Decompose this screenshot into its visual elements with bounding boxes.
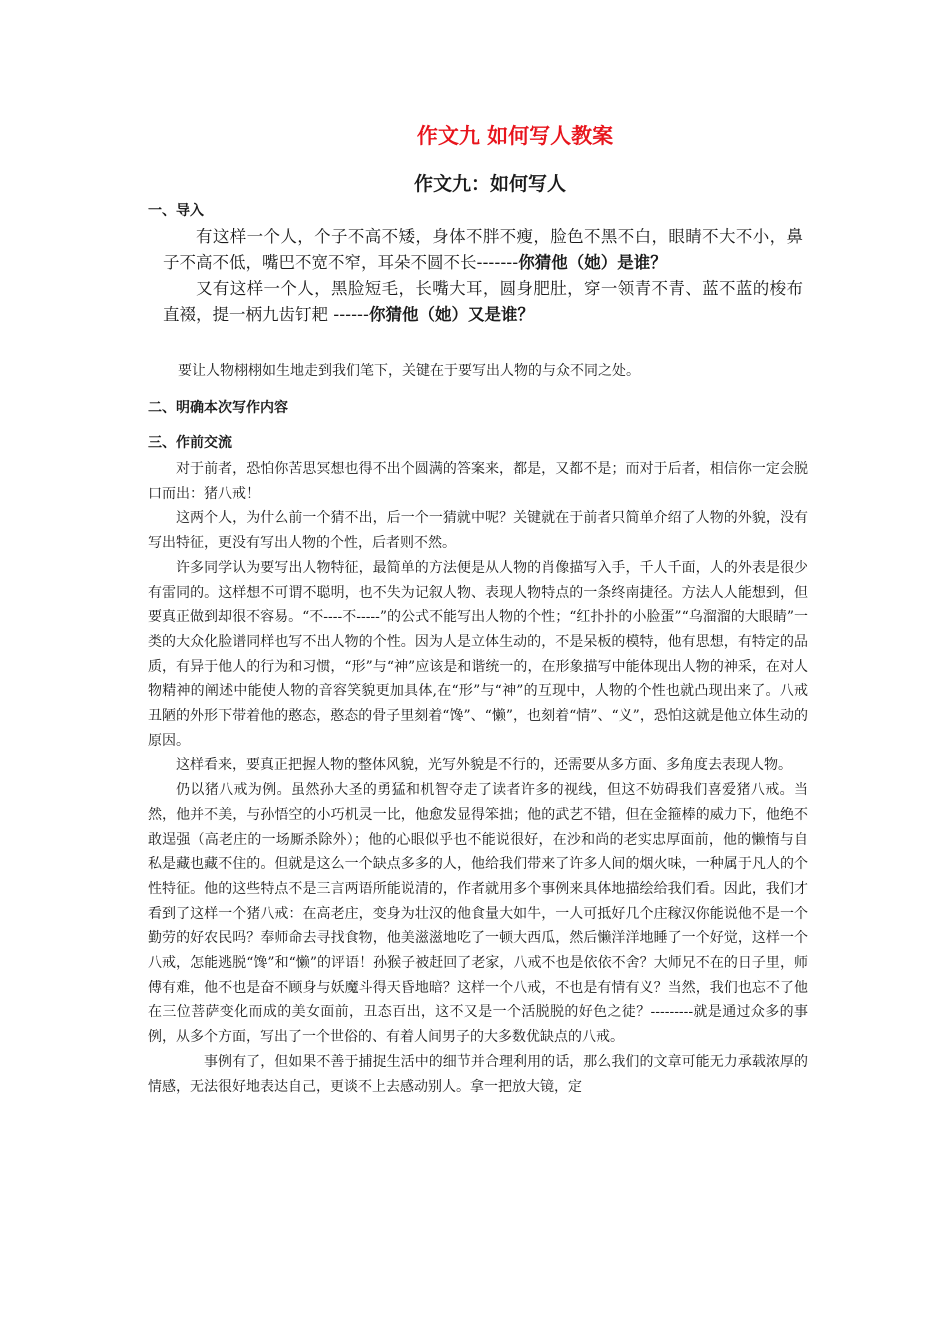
intro-block bbox=[163, 224, 803, 328]
body-paragraph-2: 这两个人，为什么前一个猜不出，后一个一猜就中呢？关键就在于前者只简单介绍了人物的外貌，没有写出特征，更没有写出人物的个性，后者则不然。 bbox=[148, 510, 808, 552]
body-paragraph-6: 事例有了，但如果不善于捕捉生活中的细节并合理利用的话，那么我们的文章可能无力承载浓厚的情感，无法很好地表达自己，更谈不上去感动别人。拿一把放大镜，定 bbox=[148, 1053, 808, 1095]
body-paragraph-5: 仍以猪八戒为例。虽然孙大圣的勇猛和机智夺走了读者许多的视线，但这不妨碍我们喜爱猪八戒。当然，他并不美，与孙悟空的小巧机灵一比，他愈发显得笨拙；他的武艺不错，但在金箍棒的威力下，他绝不敢逞强（高老庄的一场厮杀除外）；他的心眼似乎也不能说很好，在沙和尚的老实忠厚面前，他的懒惰与自私是藏也藏不住的。但就是这么一个缺点多多的人，他给我们带来了许多人间的烟火味，一种属于凡人的个性特征。他的这些特点不是三言两语所能说清的，作者就用多个事例来具体地描绘给我们看。因此，我们才看到了这样一个猪八戒：在高老庄，变身为壮汉的他食量大如牛，一人可抵好几个庄稼汉你能说他不是一个勤劳的好农民吗？奉师命去寻找食物，他美滋滋地吃了一顿大西瓜，然后懒洋洋地睡了一个好觉，这样一个八戒，怎能逃脱“馋”和“懒”的评语！孙猴子被赶回了老家，八戒不也是依依不舍？大师兄不在的日子里，师傅有难，他不也是奋不顾身与妖魔斗得天昏地暗？这样一个八戒，不也是有情有义？当然，我们也忘不了他在三位菩萨变化而成的美女面前，丑态百出，这不又是一个活脱脱的好色之徒？---------就是通过众多的事例，从多个方面，写出了一个世俗的、有着人间男子的大多数优缺点的八戒。 bbox=[148, 782, 808, 1046]
body-paragraph-1: 对于前者，恐怕你苦思冥想也得不出个圆满的答案来，都是，又都不是；而对于后者，相信你一定会脱口而出：猪八戒！ bbox=[148, 461, 808, 502]
document-title: 作文九 如何写人教案 bbox=[416, 124, 614, 148]
lead-paragraph: 要让人物栩栩如生地走到我们笔下，关键在于要写出人物的与众不同之处。 bbox=[178, 363, 640, 379]
intro-paragraph-1-text: 有这样一个人，个子不高不矮，身体不胖不瘦，脸色不黑不白，眼睛不大不小，鼻子不高不低，嘴巴不宽不窄，耳朵不圆不长------- bbox=[163, 227, 803, 272]
discussion-body bbox=[148, 457, 808, 1099]
section-heading-content: 二、明确本次写作内容 bbox=[148, 400, 288, 416]
lead-block bbox=[148, 361, 808, 381]
intro-paragraph-1 bbox=[163, 224, 803, 276]
section-heading-discussion: 三、作前交流 bbox=[148, 435, 232, 451]
document-subtitle: 作文九：如何写人 bbox=[413, 173, 566, 195]
intro-question-1: 你猜他（她）是谁？ bbox=[518, 253, 667, 272]
intro-question-2: 你猜他（她）又是谁？ bbox=[368, 305, 534, 324]
section-heading-intro: 一、导入 bbox=[148, 203, 204, 219]
intro-paragraph-2 bbox=[163, 276, 803, 328]
body-paragraph-4: 这样看来，要真正把握人物的整体风貌，光写外貌是不行的，还需要从多方面、多角度去表现人物。 bbox=[176, 757, 792, 774]
body-paragraph-3: 许多同学认为要写出人物特征，最简单的方法便是从人物的肖像描写入手，千人千面，人的外表是很少有雷同的。这样想不可谓不聪明，也不失为记叙人物、表现人物特点的一条终南捷径。方法人人能想到，但要真正做到却很不容易。“不----不-----”的公式不能写出人物的个性；“红扑扑的小脸蛋”“乌溜溜的大眼睛”一类的大众化脸谱同样也写不出人物的个性。因为人是立体生动的，不是呆板的模特，他有思想，有特定的品质，有异于他人的行为和习惯，“形”与“神”应该是和谐统一的，在形象描写中能体现出人物的神采，在对人物精神的阐述中能使人物的音容笑貌更加具体,在“形”与“神”的互现中，人物的个性也就凸现出来了。八戒丑陋的外形下带着他的憨态，憨态的骨子里刻着“馋”、“懒”，也刻着“情”、“义”，恐怕这就是他立体生动的原因。 bbox=[148, 559, 808, 749]
intro-paragraph-2-text: 又有这样一个人，黑脸短毛，长嘴大耳，圆身肥肚，穿一领青不青、蓝不蓝的梭布直裰，提一柄九齿钉耙 ------ bbox=[163, 279, 803, 324]
